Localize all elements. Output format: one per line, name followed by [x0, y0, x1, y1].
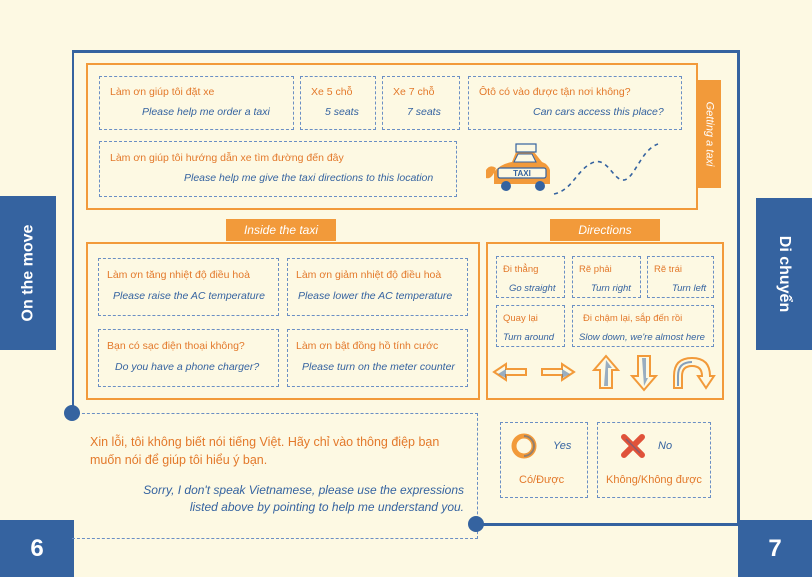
decor-dot	[64, 405, 80, 421]
phrase-en: 5 seats	[325, 106, 359, 118]
phrase-card[interactable]	[99, 141, 457, 197]
yes-en: Yes	[553, 440, 572, 452]
phrase-en: Please raise the AC temperature	[113, 290, 265, 302]
right-section-tab-label: Di chuyển	[776, 235, 793, 313]
no-card[interactable]	[597, 422, 711, 498]
yes-card[interactable]	[500, 422, 588, 498]
phrase-en: Do you have a phone charger?	[115, 361, 260, 373]
phrase-en: Can cars access this place?	[533, 106, 664, 118]
no-en: No	[658, 440, 673, 452]
phrase-card[interactable]	[496, 256, 565, 298]
decor-dot	[468, 516, 484, 532]
phrase-vn: Làm ơn tăng nhiệt độ điều hoà	[107, 269, 250, 281]
direction-arrows	[492, 354, 718, 394]
left-section-tab	[0, 196, 56, 350]
left-section-tab-label: On the move	[19, 224, 36, 322]
phrase-vn: Làm ơn bật đồng hồ tính cước	[296, 340, 439, 352]
right-section-tab	[756, 198, 812, 350]
phrase-card[interactable]	[496, 305, 565, 347]
phrase-vn: Làm ơn giảm nhiệt độ điều hoà	[296, 269, 442, 281]
getting-taxi-tab-label: Getting a taxi	[703, 101, 716, 167]
yes-vn: Có/Được	[519, 474, 565, 486]
phrase-vn: Quay lại	[503, 313, 538, 324]
phrase-vn: Xe 5 chỗ	[311, 86, 353, 98]
phrase-en: Please turn on the meter counter	[302, 361, 455, 373]
phrase-vn: Làm ơn giúp tôi hướng dẫn xe tìm đường đến đây	[110, 152, 344, 164]
arrow-down-icon	[632, 356, 656, 390]
phrase-card[interactable]	[647, 256, 714, 298]
phrase-card[interactable]	[572, 256, 641, 298]
phrase-card[interactable]	[572, 305, 714, 347]
no-vn: Không/Không được	[606, 474, 702, 486]
phrase-card[interactable]	[99, 76, 294, 130]
phrase-vn: Rẽ phải	[579, 264, 612, 275]
apology-en: Sorry, I don't speak Vietnamese, please use the expressions listed above by pointing to help me understand you.	[143, 483, 464, 514]
phrase-vn: Bạn có sạc điện thoại không?	[107, 340, 245, 352]
phrase-card[interactable]	[300, 76, 376, 130]
phrase-card[interactable]	[98, 329, 279, 387]
u-turn-icon	[674, 358, 714, 388]
frame-bottom-line	[476, 523, 741, 526]
phrase-vn: Đi thẳng	[503, 264, 539, 275]
phrase-card[interactable]	[287, 258, 468, 316]
cross-x-icon	[620, 433, 646, 459]
arrow-left-icon	[494, 364, 526, 380]
phrase-card[interactable]	[98, 258, 279, 316]
page-number-left: 6	[0, 520, 74, 577]
frame-left-line	[72, 50, 74, 412]
phrase-vn: Làm ơn giúp tôi đặt xe	[110, 86, 215, 98]
phrase-en: Turn right	[591, 283, 631, 294]
phrase-card[interactable]	[468, 76, 682, 130]
phrase-en: Please lower the AC temperature	[298, 290, 453, 302]
phrase-en: Go straight	[509, 283, 556, 294]
apology-vn: Xin lỗi, tôi không biết nói tiếng Việt. Hãy chỉ vào thông điệp bạn muốn nói để giúp tôi hiểu ý bạn.	[90, 435, 440, 467]
phrase-vn: Ôtô có vào được tận nơi không?	[479, 86, 631, 98]
arrow-up-icon	[594, 356, 618, 388]
phrase-vn: Xe 7 chỗ	[393, 86, 435, 98]
phrase-vn: Rẽ trái	[654, 264, 682, 275]
phrase-vn: Đi chậm lại, sắp đến rồi	[583, 313, 683, 324]
phrase-en: Please help me order a taxi	[142, 106, 270, 118]
phrase-en: 7 seats	[407, 106, 441, 118]
getting-taxi-tab	[697, 80, 721, 188]
taxi-car	[486, 144, 550, 191]
apology-section	[72, 413, 478, 539]
phrase-card[interactable]	[287, 329, 468, 387]
directions-label: Directions	[550, 219, 660, 241]
taxi-sign-text: TAXI	[513, 169, 531, 178]
arrow-right-icon	[542, 364, 574, 380]
taxi-illustration	[472, 140, 682, 202]
circle-o-icon	[511, 433, 537, 459]
phrase-en: Please help me give the taxi directions to this location	[184, 172, 434, 184]
page-number-right: 7	[738, 520, 812, 577]
phrase-card[interactable]	[382, 76, 460, 130]
phrase-en: Turn around	[503, 332, 555, 343]
phrase-en: Slow down, we're almost here	[579, 332, 705, 343]
inside-taxi-label: Inside the taxi	[226, 219, 336, 241]
phrase-en: Turn left	[672, 283, 707, 294]
